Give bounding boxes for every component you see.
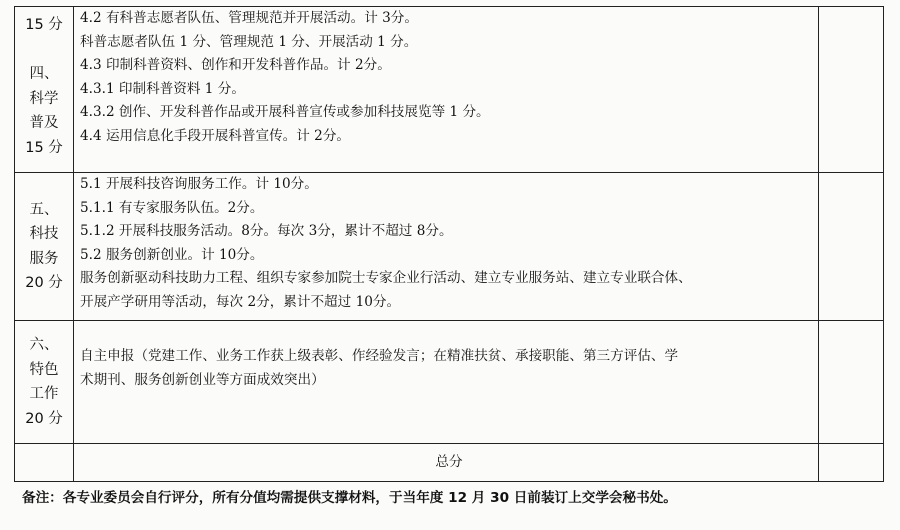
score-input-cell[interactable] (819, 7, 884, 173)
table-row (15, 173, 884, 321)
category-cell (15, 173, 74, 321)
criteria-line: 5.1 开展科技咨询服务工作。计 10分。 (80, 176, 318, 192)
criteria-line: 4.3.1 印制科普资料 1 分。 (80, 80, 245, 97)
category-line: 普及 (29, 115, 59, 131)
category-line: 服务 (29, 250, 59, 267)
category-line: 特色 (29, 361, 59, 378)
criteria-line: 5.1.1 有专家服务队伍。2分。 (80, 199, 264, 216)
category-line: 20 分 (25, 410, 63, 427)
category-cell (15, 321, 74, 444)
category-line: 五、 (29, 201, 59, 218)
criteria-line: 5.1.2 开展科技服务活动。8分。每次 3分，累计不超过 8分。 (80, 223, 453, 239)
total-score-cell[interactable] (819, 444, 884, 482)
category-line: 四、 (29, 66, 59, 82)
table-row (15, 321, 884, 444)
score-input-cell[interactable] (819, 173, 884, 321)
criteria-line: 4.3 印制科普资料、创作和开发科普作品。计 2分。 (80, 57, 391, 73)
category-line (15, 38, 73, 63)
category-line: 科技 (29, 226, 59, 242)
category-cell (15, 7, 74, 173)
total-label: 总分 (74, 444, 819, 482)
criteria-line: 4.4 运用信息化手段开展科普宣传。计 2分。 (80, 127, 351, 144)
table-row (15, 444, 884, 482)
criteria-cell (74, 7, 819, 173)
criteria-cell (74, 173, 819, 321)
score-table (14, 6, 884, 482)
criteria-line: 科普志愿者队伍 1 分、管理规范 1 分、开展活动 1 分。 (80, 33, 418, 50)
criteria-cell (74, 321, 819, 444)
category-line: 15 分 (25, 17, 63, 33)
criteria-line: 4.2 有科普志愿者队伍、管理规范并开展活动。计 3分。 (80, 10, 418, 26)
criteria-line: 开展产学研用等活动，每次 2分，累计不超过 10分。 (80, 293, 401, 310)
category-line: 工作 (29, 386, 59, 402)
category-line: 20 分 (25, 275, 63, 291)
score-input-cell[interactable] (819, 321, 884, 444)
footnote: 备注：各专业委员会自行评分，所有分值均需提供支撑材料，于当年度 12 月 30 日前装订上交学会秘书处。 (22, 490, 677, 506)
criteria-line: 自主申报（党建工作、业务工作获上级表彰、作经验发言；在精准扶贫、承接职能、第三方评估、学 (80, 348, 679, 364)
table-row (15, 7, 884, 173)
criteria-line: 术期刊、服务创新创业等方面成效突出） (80, 371, 325, 388)
criteria-line: 4.3.2 创作、开发科普作品或开展科普宣传或参加科技展览等 1 分。 (80, 104, 490, 120)
category-line: 六、 (29, 337, 59, 353)
category-line: 科学 (29, 90, 59, 107)
empty-cell (15, 444, 74, 482)
category-line: 15 分 (25, 139, 63, 156)
criteria-line: 5.2 服务创新创业。计 10分。 (80, 246, 264, 263)
criteria-line: 服务创新驱动科技助力工程、组织专家参加院士专家企业行活动、建立专业服务站、建立专业联合体、 (80, 270, 692, 286)
